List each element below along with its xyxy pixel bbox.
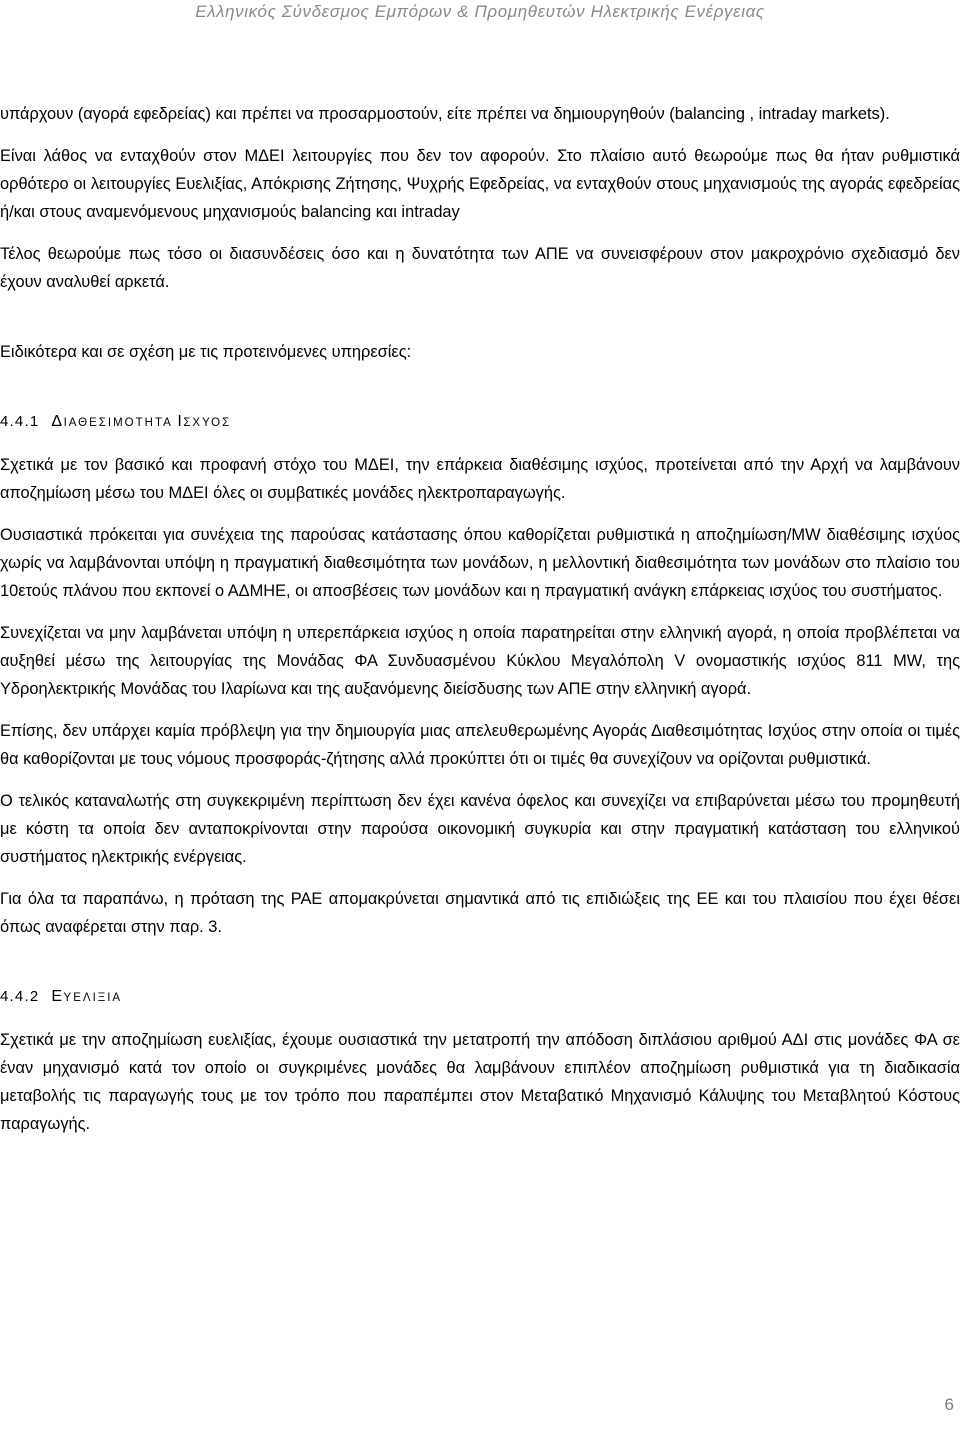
- paragraph-availability-5: Ο τελικός καταναλωτής στη συγκεκριμένη περίπτωση δεν έχει κανένα όφελος και συνεχίζει να επιβαρύνεται μέσω του προμηθευτή με κόστη τα οποία δεν ανταποκρίνονται στην παρούσα οικονομική συγκυρία και στην πραγματική κατάσταση του ελληνικού συστήματος ηλεκτρικής ενέργειας.: [0, 792, 960, 866]
- section-number: 4.4.2: [0, 988, 40, 1005]
- page-number: 6: [944, 1395, 954, 1414]
- document-body: [0, 100, 960, 1152]
- section-heading-flexibility: 4.4.2 ΕΥΕΛΙΞΙΑ: [0, 988, 123, 1005]
- section-number: 4.4.1: [0, 413, 40, 430]
- paragraph-availability-1: Σχετικά με τον βασικό και προφανή στόχο του ΜΔΕΙ, την επάρκεια διαθέσιμης ισχύος, προτείνεται από την Αρχή να λαμβάνουν αποζημίωση μέσω του ΜΔΕΙ όλες οι συμβατικές μονάδες ηλεκτροπαραγωγής.: [0, 456, 960, 502]
- page-header: Ελληνικός Σύνδεσμος Εμπόρων & Προμηθευτών Ηλεκτρικής Ενέργειας: [195, 2, 765, 21]
- paragraph-availability-2: Ουσιαστικά πρόκειται για συνέχεια της παρούσας κατάστασης όπου καθορίζεται ρυθμιστικά η αποζημίωση/MW διαθέσιμης ισχύος χωρίς να λαμβάνονται υπόψη η πραγματική διαθεσιμότητα των μονάδων, η μελλοντική διαθεσιμότητα των μονάδων στο πλαίσιο του 10ετούς πλάνου που εκπονεί ο ΑΔΜΗΕ, οι αποσβέσεις των μονάδων και η πραγματική ανάγκη επάρκειας ισχύος του συστήματος.: [0, 526, 960, 600]
- paragraph-balancing-intro: υπάρχουν (αγορά εφεδρείας) και πρέπει να προσαρμοστούν, είτε πρέπει να δημιουργηθούν (balancing , intraday markets).: [0, 105, 890, 123]
- paragraph-flexibility-1: Σχετικά με την αποζημίωση ευελιξίας, έχουμε ουσιαστικά την μετατροπή την απόδοση διπλάσιου αριθμού ΑΔΙ στις μονάδες ΦΑ σε έναν μηχανισμό κατά τον οποίο οι συγκριμένες μονάδες θα λαμβάνουν επιπλέον αποζημίωση ρυθμιστικά για τη διαδικασία μεταβολής τις παραγωγής τους με τον τρόπο που παραπέμπει στον Μεταβατικό Μηχανισμό Κάλυψης του Μεταβλητού Κόστους παραγωγής.: [0, 1031, 960, 1133]
- section-heading-power-availability: 4.4.1 ΔΙΑΘΕΣΙΜΟΤΗΤΑ ΙΣΧΥΟΣ: [0, 413, 232, 430]
- paragraph-interconnections: Τέλος θεωρούμε πως τόσο οι διασυνδέσεις όσο και η δυνατότητα των ΑΠΕ να συνεισφέρουν στον μακροχρόνιο σχεδιασμό δεν έχουν αναλυθεί αρκετά.: [0, 245, 960, 291]
- paragraph-availability-3: Συνεχίζεται να μην λαμβάνεται υπόψη η υπερεπάρκεια ισχύος η οποία παρατηρείται στην ελληνική αγορά, η οποία προβλέπεται να αυξηθεί μέσω της λειτουργίας της Μονάδας ΦΑ Συνδυασμένου Κύκλου Μεγαλόπολη V ονομαστικής ισχύος 811 MW, της Υδροηλεκτρικής Μονάδας του Ιλαρίωνα και της αυξανόμενης διείσδυσης των ΑΠΕ στην ελληνική αγορά.: [0, 624, 960, 698]
- paragraph-mdei-functions: Είναι λάθος να ενταχθούν στον ΜΔΕΙ λειτουργίες που δεν τον αφορούν. Στο πλαίσιο αυτό θεωρούμε πως θα ήταν ρυθμιστικά ορθότερο οι λειτουργίες Ευελιξίας, Απόκρισης Ζήτησης, Ψυχρής Εφεδρείας, να ενταχθούν στους μηχανισμούς της αγοράς εφεδρείας ή/και στους αναμενόμενους μηχανισμούς balancing και intraday: [0, 147, 960, 221]
- paragraph-availability-4: Επίσης, δεν υπάρχει καμία πρόβλεψη για την δημιουργία μιας απελευθερωμένης Αγοράς Διαθεσιμότητας Ισχύος στην οποία οι τιμές θα καθορίζονται με τους νόμους προσφοράς-ζήτησης αλλά προκύπτει ότι οι τιμές θα συνεχίζουν να ορίζονται ρυθμιστικά.: [0, 722, 960, 768]
- paragraph-availability-6: Για όλα τα παραπάνω, η πρόταση της ΡΑΕ απομακρύνεται σημαντικά από τις επιδιώξεις της ΕΕ και του πλαισίου που έχει θέσει όπως αναφέρεται στην παρ. 3.: [0, 890, 960, 936]
- paragraph-services-intro: Ειδικότερα και σε σχέση με τις προτεινόμενες υπηρεσίες:: [0, 343, 412, 361]
